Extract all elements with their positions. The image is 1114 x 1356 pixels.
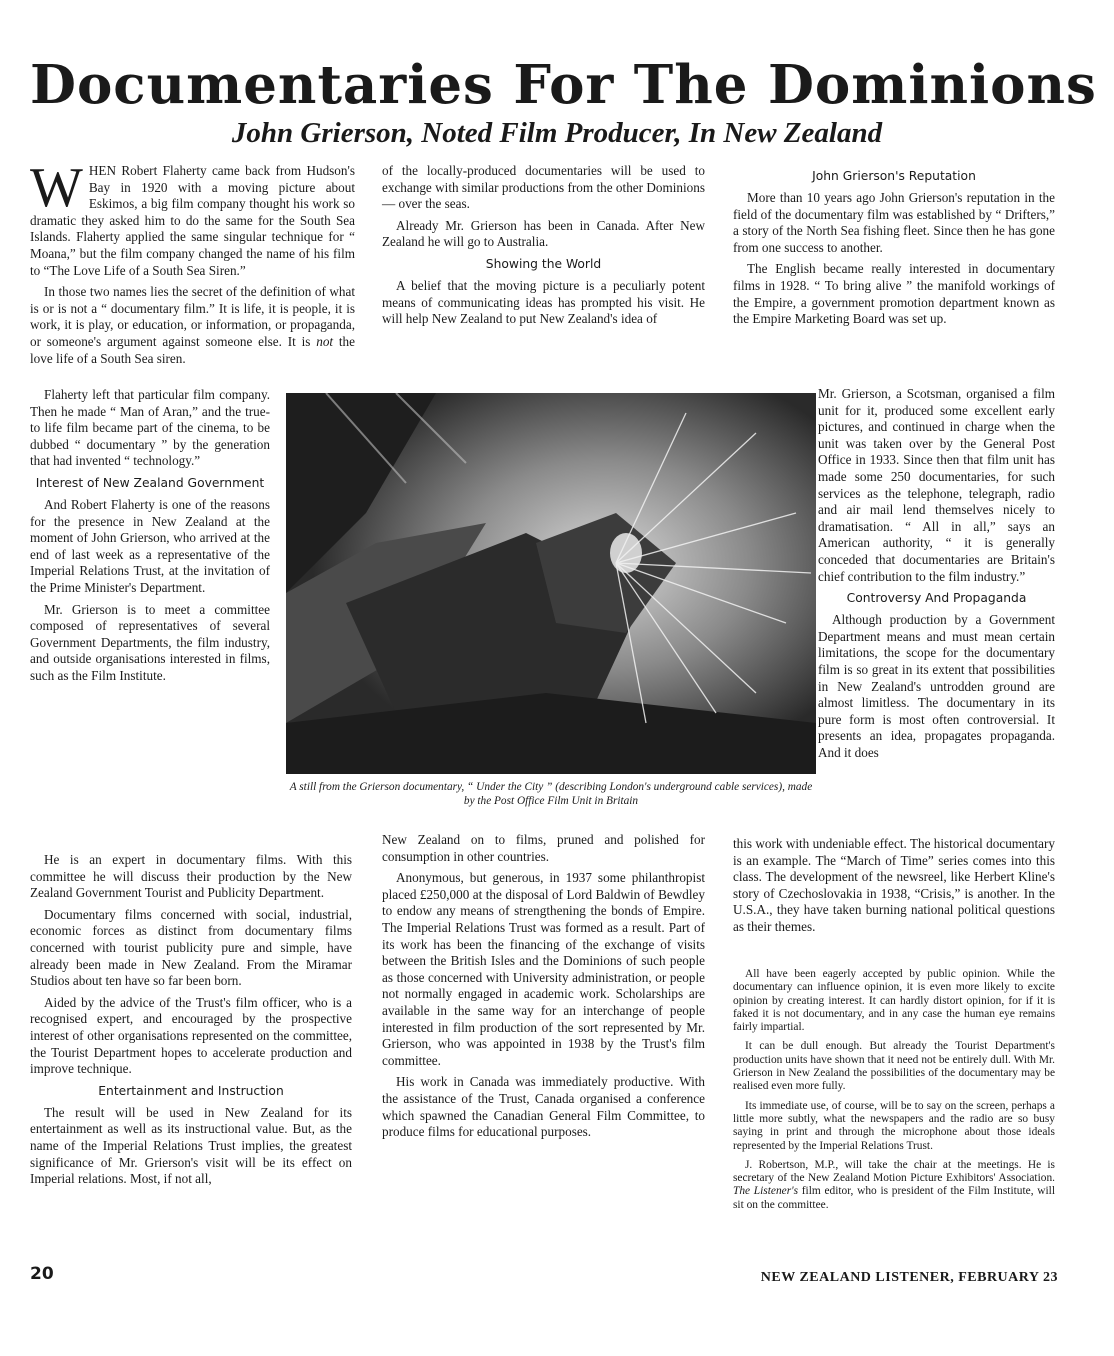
paragraph: of the locally-produced documentaries will be used to exchange with similar productions from the other Dominions — over the seas. — [382, 163, 705, 212]
paragraph: He is an expert in documentary films. With this committee he will discuss their production by the New Zealand Government Tourist and Publicity Department. — [30, 852, 352, 901]
paragraph-text: the love life of a South Sea siren. — [30, 333, 355, 366]
paragraph-text: HEN Robert Flaherty came back from Hudson's Bay in 1920 with a moving picture about Eskimos, a big film company thought his work so dramatic they asked him to do the same for the South Sea Islands. Flaherty applied the same singular technique for “ Moana,” but the film company changed the name of his film to “The Love Life of a South Sea Siren.” — [30, 163, 355, 278]
subheadline: John Grierson, Noted Film Producer, In New Zealand — [231, 117, 883, 149]
section-heading: Showing the World — [485, 256, 602, 271]
section-heading: John Grierson's Reputation — [812, 169, 976, 183]
paragraph: Documentary films concerned with social, industrial, economic forces as distinct from documentary films concerned with tourist publicity pure and simple, have already been made in New Zealand. From the Miramar Studios about ten have so far been born. — [30, 906, 352, 989]
column-3-bottom — [733, 836, 1055, 941]
paragraph: It can be dull enough. But already the Tourist Department's production units have shown that it need not be entirely dull. With Mr. Grierson in New Zealand the possibilities of the documentary may be realised even more fully. — [733, 1040, 1055, 1093]
page-number: 20 — [30, 1264, 54, 1284]
emphasis: not — [316, 333, 334, 349]
drop-cap: W — [30, 157, 83, 219]
running-footer: NEW ZEALAND LISTENER, FEBRUARY 23 — [760, 1270, 1058, 1285]
section-heading: Interest of New Zealand Government — [35, 475, 265, 490]
paragraph: More than 10 years ago John Grierson's reputation in the field of the documentary film was established by “ Drifters,” a story of the North Sea fishing fleet. Since then he has gone from one success to another. — [733, 190, 1055, 255]
paragraph: New Zealand on to films, pruned and polished for consumption in other countries. — [382, 832, 705, 864]
paragraph-text: film editor, who is president of the Film Institute, will sit on the committee. — [733, 1185, 1055, 1211]
paragraph: Mr. Grierson, a Scotsman, organised a film unit for it, produced some excellent early pictures, and continued in charge when the unit was taken over by the General Post Office in 1933. Since then that film unit has made some 250 documentaries, for such services as the telephone, telegraph, radio and air mail lend themselves nicely to dramatisation. “ All in all,” says an American authority, “ it is generally conceded that documentaries are Britain's chief contribution to the film industry.” — [818, 386, 1055, 584]
section-heading: Entertainment and Instruction — [98, 1083, 284, 1098]
column-3-right-of-photo — [818, 386, 1055, 766]
column-2-top — [382, 163, 705, 333]
paragraph: Its immediate use, of course, will be to say on the screen, perhaps a little more subtly, what the newspapers and the radio are so busy saying in print and through the microphone about those ideals represented by the Imperial Relations Trust. — [733, 1099, 1055, 1152]
column-1-bottom — [30, 852, 352, 1193]
paragraph-text: In those two names lies the secret of the definition of what is or is not a “ documentary film.” It is life, it is people, it is work, it is play, or education, or information, or propaganda, or someone's argument against someone else. It is — [30, 284, 355, 349]
column-1-left-of-photo — [30, 387, 270, 690]
paragraph-text: J. Robertson, M.P., will take the chair at the meetings. He is secretary of the New Zealand Motion Picture Exhibitors' Association. — [733, 1158, 1055, 1185]
paragraph — [30, 284, 355, 367]
photo-under-the-city — [286, 393, 816, 774]
column-2-bottom — [382, 832, 705, 1146]
section-heading: Controversy And Propaganda — [846, 591, 1027, 606]
paragraph: Although production by a Government Department means and must mean certain limitations, the scope for the documentary film is so great in its extent that possibilities in New Zealand's untrodden ground are almost limitless. The documentary in its pure form is most often controversial. It presents an idea, propagates propaganda. And it does — [818, 612, 1055, 760]
paragraph: The result will be used in New Zealand for its entertainment as well as its instructional value. But, as the name of the Imperial Relations Trust implies, the greatest significance of Mr. Grierson's visit will be its effect on Imperial relations. Most, if not all, — [30, 1104, 352, 1187]
emphasis: The Listener's — [733, 1185, 799, 1198]
paragraph — [733, 1159, 1055, 1212]
paragraph: And Robert Flaherty is one of the reasons for the presence in New Zealand at the moment of John Grierson, who arrived at the end of last week as a representative of the Imperial Relations Trust, at the invitation of the Prime Minister's Department. — [30, 496, 270, 595]
paragraph: The English became really interested in documentary films in 1928. “ To bring alive ” the manifold workings of the Empire, a government promotion department known as the Empire Marketing Board was set up. — [733, 261, 1055, 327]
paragraph: All have been eagerly accepted by public opinion. While the documentary can influence opinion, it is even more likely to excite opinion by creating interest. It can hardly distort opinion, for if it is faked it is not documentary, and in any case the human eye remains fairly impartial. — [733, 968, 1055, 1034]
column-3-small-print — [733, 968, 1055, 1218]
paragraph: His work in Canada was immediately productive. With the assistance of the Trust, Canada organised a conference which spawned the Canadian General Film Committee, to produce films for educational purposes. — [382, 1074, 705, 1140]
photo-caption: A still from the Grierson documentary, “ Under the City ” (describing London's underground cable services), made by the Post Office Film Unit in Britain — [289, 781, 813, 807]
column-3-top — [733, 163, 1055, 333]
film-still-image — [286, 393, 816, 774]
headline: Documentaries For The Dominions — [30, 54, 1097, 116]
paragraph: Mr. Grierson is to meet a committee composed of representatives of several Government Departments, the film industry, and outside organisations interested in films, such as the Film Institute. — [30, 601, 270, 683]
column-1-top — [30, 157, 355, 372]
paragraph: Flaherty left that particular film company. Then he made “ Man of Aran,” and the true-to life film became part of the cinema, to be dubbed “ documentary ” by the generation that had invented “ technology.” — [30, 387, 270, 469]
paragraph: this work with undeniable effect. The historical documentary is an example. The “March of Time” series comes into this class. The development of the newsreel, like Herbert Kline's story of Czechoslovakia in 1938, “Crisis,” is another. In the U.S.A., they have taken burning national political questions as their themes. — [733, 836, 1055, 934]
paragraph — [30, 157, 355, 279]
paragraph: Aided by the advice of the Trust's film officer, who is a recognised expert, and encouraged by the prospective interest of other organisations represented on the committee, the Tourist Department hopes to accelerate production and improve technique. — [30, 994, 352, 1077]
paragraph: Anonymous, but generous, in 1937 some philanthropist placed £250,000 at the disposal of Lord Baldwin of Bewdley to endow any means of strengthening the bonds of Empire. The Imperial Relations Trust was formed as a result. Part of its work has been the financing of the exchange of visits between the British Isles and the Dominions of such people as those concerned with University administration, or people not normally engaged in academic work. Scholarships are available in the same way for an interchange of people interested in film production of the sort represented by Mr. Grierson, who was appointed in 1938 by the Trust's film committee. — [382, 870, 705, 1068]
paragraph: Already Mr. Grierson has been in Canada. After New Zealand he will go to Australia. — [382, 217, 705, 250]
paragraph: A belief that the moving picture is a peculiarly potent means of communicating ideas has prompted his visit. He will help New Zealand to put New Zealand's idea of — [382, 277, 705, 327]
